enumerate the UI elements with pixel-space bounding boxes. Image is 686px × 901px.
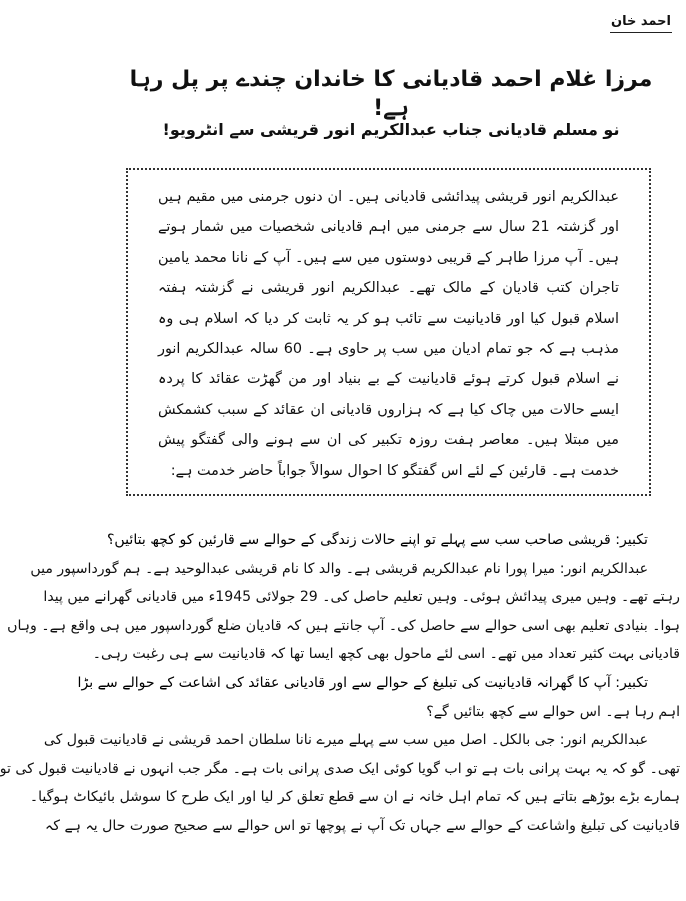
body-line: عبدالکریم انور: میرا پورا نام عبدالکریم قریشی ہے۔ والد کا نام قریشی عبدالوحید ہے۔ ہم گورداسپور میں [30,560,648,577]
body-line: رہتے تھے۔ وہیں میری پیدائش ہوئی۔ وہیں تعلیم حاصل کی۔ 29 جولائی 1945ء میں قادیانی گھرانے میں پیدا [43,589,680,606]
body-line: تکبیر: آپ کا گھرانہ قادیانیت کی تبلیغ کے حوالے سے اور قادیانی عقائد کی اشاعت کے حوالے سے بڑا [77,674,648,691]
author-byline [610,14,672,33]
body-line: قادیانیت کی تبلیغ واشاعت کے حوالے سے جہاں تک آپ نے پوچھا تو اس حوالے سے صحیح صورت حال یہ ہے کہ [45,817,680,834]
body-line: عبدالکریم انور: جی بالکل۔ اصل میں سب سے پہلے میرے نانا سلطان احمد قریشی نے قادیانیت قبول کی [43,732,648,749]
article-subtitle: نو مسلم قادیانی جناب عبدالکریم انور قریشی سے انٹرویو! [162,120,620,139]
body-line: ہوا۔ بنیادی تعلیم بھی اسی حوالے سے حاصل کی۔ آپ جانتے ہیں کہ قادیان ضلع گورداسپور میں ہی واقع ہے۔ وہاں [7,617,680,634]
body-line: تکبیر: قریشی صاحب سب سے پہلے تو اپنے حالات زندگی کے حوالے سے قارئین کو کچھ بتائیں؟ [106,532,648,548]
body-line: تھی۔ گو کہ یہ بہت پرانی بات ہے تو اب گویا کوئی ایک صدی پرانی بات ہے۔ مگر جب انہوں نے قادیانیت قبول کی تو [0,760,680,777]
author-name: احمد خان [610,14,672,33]
body-line: قادیانی بہت کثیر تعداد میں تھے۔ اسی لئے ماحول بھی کچھ ایسا تھا کہ قادیانیت سے ہی رغبت رہی۔ [92,646,680,663]
intro-text: عبدالکریم انور قریشی پیدائشی قادیانی ہیں۔ ان دنوں جرمنی میں مقیم ہیں اور گزشتہ 21 سال سے جرمنی میں اہم قادیانی شخصیات میں شمار ہوتے ہیں۔ آپ مرزا طاہر کے قریبی دوستوں میں سے ہیں۔ آپ کے نانا محمد یامین تاجران کتب قادیان کے مالک تھے۔ عبدالکریم انور قریشی نے گزشتہ ہفتہ اسلام قبول کیا اور قادیانیت سے تائب ہو کر یہ ثابت کر دیا کہ اسلام ہی وہ مذہب ہے کہ جو تمام ادیان میں سب پر حاوی ہے۔ 60 سالہ عبدالکریم انور نے اسلام قبول کرتے ہوئے قادیانیت کے بے بنیاد اور من گھڑت عقائد کا پردہ ایسے حالات میں چاک کیا ہے کہ ہزاروں قادیانی ان عقائد کے سبب کشمکش میں مبتلا ہیں۔ معاصر ہفت روزہ تکبیر کی ان سے ہونے والی گفتگو پیش خدمت ہے۔ قارئین کے لئے اس گفتگو کا احوال سوالاً جواباً حاضر خدمت ہے: [158,189,619,479]
intro-box [126,168,651,496]
body-line: اہم رہا ہے۔ اس حوالے سے کچھ بتائیں گے؟ [426,703,680,720]
interview-body [0,526,680,841]
article-title: مرزا غلام احمد قادیانی کا خاندان چندے پر پل رہا ہے! [129,67,653,121]
body-line: ہمارے بڑے بوڑھے بتاتے ہیں کہ تمام اہل خانہ نے ان سے قطع تعلق کر لیا اور ایک طرح کا سوشل بائیکاٹ ہوگیا۔ [29,789,680,806]
